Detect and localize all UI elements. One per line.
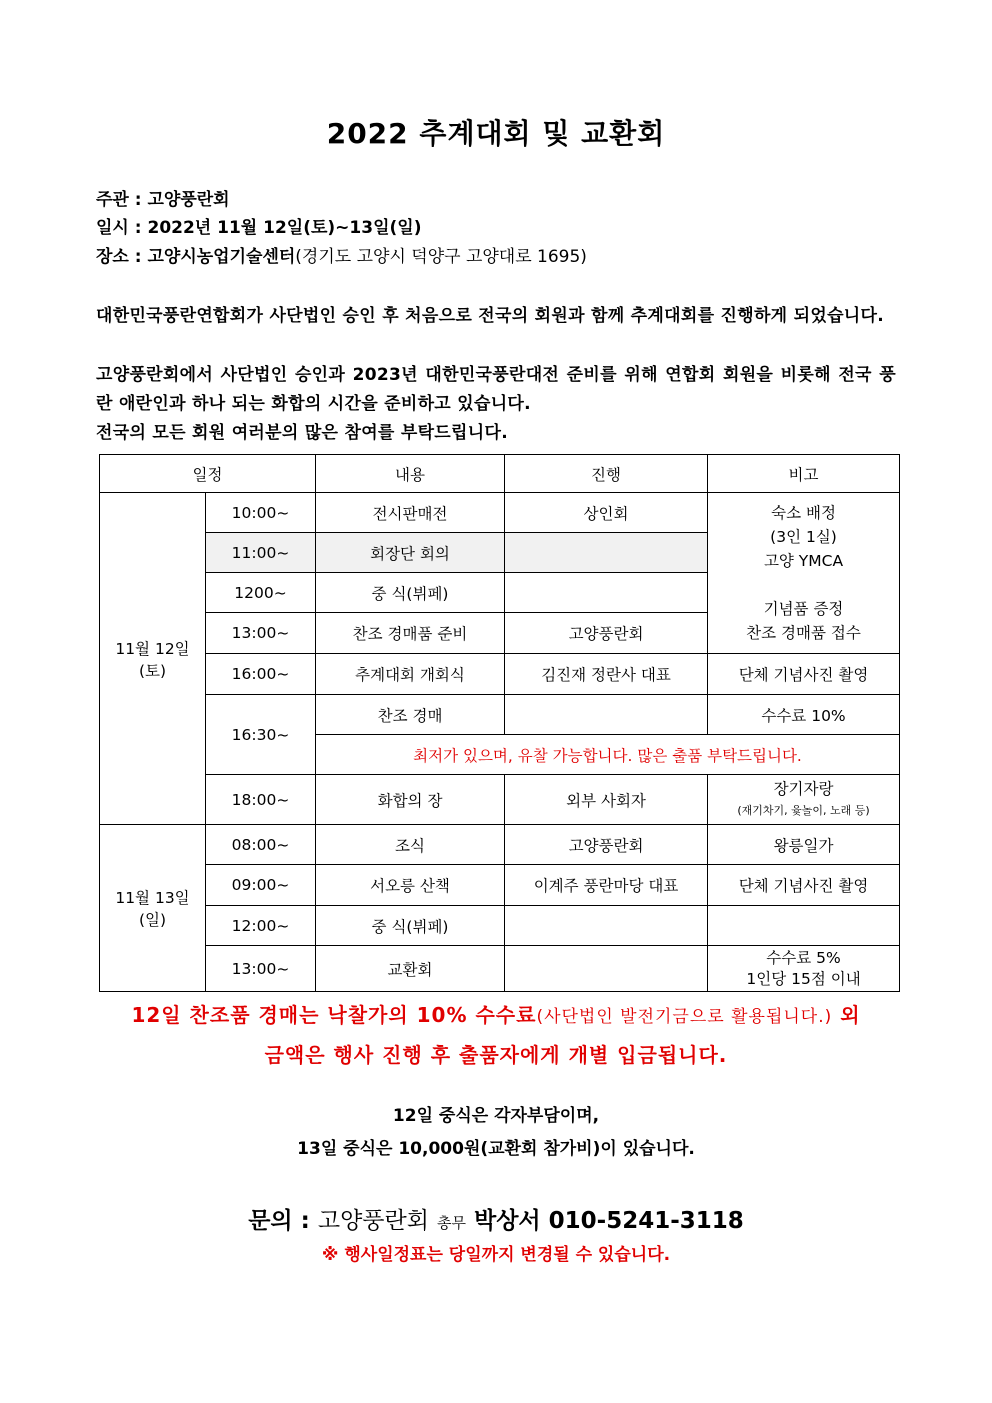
- note-line: 1인당 15점 이내: [746, 969, 861, 988]
- table-header-row: [100, 455, 900, 493]
- note-line: 기념품 증정: [763, 600, 844, 618]
- header-note: 비고: [708, 455, 900, 493]
- host-line: [96, 186, 230, 214]
- place-line: [96, 243, 587, 271]
- table-row: [100, 906, 900, 946]
- content-cell: 중 식(뷔페): [316, 573, 505, 613]
- header-host: 진행: [505, 455, 708, 493]
- auction-note-part2: (사단법인 발전기금으로 활용됩니다.): [536, 1007, 833, 1027]
- contact-org: 고양풍란회: [317, 1208, 429, 1234]
- note-main: 장기자랑: [773, 779, 834, 798]
- host-cell: [505, 695, 708, 735]
- intro-paragraph-2: 고양풍란회에서 사단법인 승인과 2023년 대한민국풍란대전 준비를 위해 연합회 회원을 비롯해 전국 풍란 애란인과 하나 되는 화합의 시간을 준비하고 있습니다.: [96, 365, 896, 414]
- content-cell: 교환회: [316, 946, 505, 992]
- intro-paragraph-3: 전국의 모든 회원 여러분의 많은 참여를 부탁드립니다.: [96, 423, 508, 443]
- content-cell: 회장단 회의: [316, 533, 505, 573]
- place-address: (경기도 고양시 덕양구 고양대로 1695): [295, 247, 587, 267]
- schedule-table: [99, 454, 900, 992]
- table-row: [100, 946, 900, 992]
- note-cell: 단체 기념사진 촬영: [708, 865, 900, 906]
- table-row: [100, 825, 900, 865]
- place-value: 고양시농업기술센터: [147, 247, 296, 267]
- host-cell: [505, 533, 708, 573]
- content-cell: 전시판매전: [316, 493, 505, 533]
- auction-note-part1: 12일 찬조품 경매는 낙찰가의 10% 수수료: [131, 1003, 537, 1027]
- content-cell: 찬조 경매: [316, 695, 505, 735]
- schedule-change-warning: ※ 행사일정표는 당일까지 변경될 수 있습니다.: [321, 1245, 671, 1265]
- content-cell: 추계대회 개회식: [316, 654, 505, 695]
- page-title: 2022 추계대회 및 교환회: [326, 117, 666, 150]
- host-cell: [505, 946, 708, 992]
- contact-role: 총무: [436, 1214, 466, 1232]
- note-line: 수수료 5%: [766, 948, 841, 967]
- time-cell: 10:00~: [206, 493, 316, 533]
- time-cell: 08:00~: [206, 825, 316, 865]
- day1-date: 11월 12일: [115, 639, 190, 658]
- content-cell: 찬조 경매품 준비: [316, 613, 505, 654]
- day1-merged-note: [708, 493, 900, 654]
- day1-date-cell: [100, 493, 206, 825]
- content-cell: 화합의 장: [316, 775, 505, 825]
- host-cell: 김진재 정란사 대표: [505, 654, 708, 695]
- date-value: 2022년 11월 12일(토)~13일(일): [147, 218, 422, 238]
- note-cell: [708, 775, 900, 825]
- note-cell: 단체 기념사진 촬영: [708, 654, 900, 695]
- note-cell: [708, 906, 900, 946]
- host-cell: 고양풍란회: [505, 825, 708, 865]
- contact-name-phone: 박상서 010-5241-3118: [473, 1208, 744, 1234]
- time-cell: 1200~: [206, 573, 316, 613]
- day2-date: 11월 13일: [115, 889, 190, 907]
- time-cell: 12:00~: [206, 906, 316, 946]
- note-small: (재기차기, 윷놀이, 노래 등): [737, 803, 870, 817]
- content-cell: 중 식(뷔페): [316, 906, 505, 946]
- date-line: [96, 214, 421, 242]
- day2-weekday: (일): [138, 911, 167, 929]
- host-cell: 이계주 풍란마당 대표: [505, 865, 708, 906]
- host-cell: [505, 906, 708, 946]
- table-row: [100, 775, 900, 825]
- note-line: (3인 1실): [770, 528, 837, 546]
- time-cell: 13:00~: [206, 946, 316, 992]
- host-cell: [505, 573, 708, 613]
- table-row: [100, 493, 900, 533]
- note-cell: [708, 946, 900, 992]
- time-cell: 13:00~: [206, 613, 316, 654]
- day2-date-cell: [100, 825, 206, 992]
- auction-fee-note: [96, 996, 896, 1074]
- host-cell: 상인회: [505, 493, 708, 533]
- time-cell: 16:00~: [206, 654, 316, 695]
- day1-weekday: (토): [138, 661, 167, 680]
- host-cell: 외부 사회자: [505, 775, 708, 825]
- time-cell: 11:00~: [206, 533, 316, 573]
- content-cell: 서오릉 산책: [316, 865, 505, 906]
- table-row: [100, 865, 900, 906]
- host-value: 고양풍란회: [147, 190, 230, 210]
- note-line: 숙소 배정: [771, 504, 836, 522]
- note-line: 찬조 경매품 접수: [746, 624, 861, 642]
- time-cell: 09:00~: [206, 865, 316, 906]
- note-line: 고양 YMCA: [763, 552, 844, 570]
- header-content: 내용: [316, 455, 505, 493]
- host-label: 주관 :: [96, 190, 148, 210]
- table-row: [100, 695, 900, 735]
- auction-note-line2: 금액은 행사 진행 후 출품자에게 개별 입금됩니다.: [264, 1043, 728, 1067]
- contact-line: [0, 1202, 992, 1235]
- table-row: [100, 654, 900, 695]
- contact-label: 문의 :: [248, 1208, 318, 1234]
- intro-paragraph-1: 대한민국풍란연합회가 사단법인 승인 후 처음으로 전국의 회원과 함께 추계대회를 진행하게 되었습니다.: [96, 306, 884, 326]
- note-cell: 수수료 10%: [708, 695, 900, 735]
- place-label: 장소 :: [96, 247, 148, 267]
- auction-remark: 최저가 있으며, 유찰 가능합니다. 많은 출품 부탁드립니다.: [316, 735, 900, 775]
- date-label: 일시 :: [96, 218, 148, 238]
- host-cell: 고양풍란회: [505, 613, 708, 654]
- content-cell: 조식: [316, 825, 505, 865]
- auction-note-part3: 외: [832, 1003, 861, 1027]
- time-cell: 18:00~: [206, 775, 316, 825]
- lunch-note-1: 12일 중식은 각자부담이며,: [392, 1106, 600, 1126]
- lunch-note-2: 13일 중식은 10,000원(교환회 참가비)이 있습니다.: [297, 1139, 695, 1159]
- header-schedule: 일정: [100, 455, 316, 493]
- note-cell: 왕릉일가: [708, 825, 900, 865]
- time-cell: 16:30~: [206, 695, 316, 775]
